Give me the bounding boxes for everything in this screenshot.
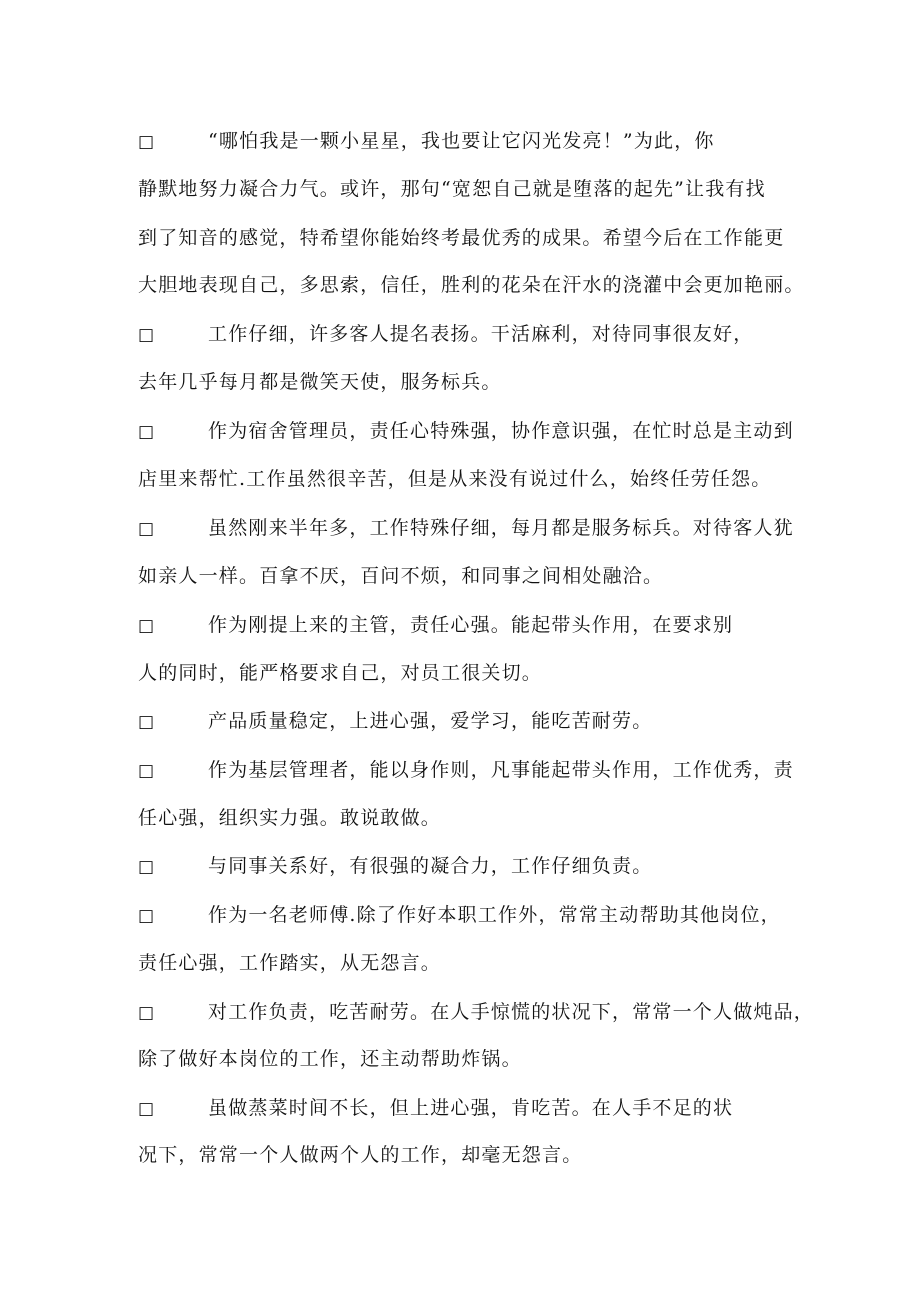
bullet-box-icon: □: [138, 712, 156, 732]
bullet-box-icon: □: [138, 325, 156, 345]
paragraph-3-text: 作为宿舍管理员，责任心特殊强，协作意识强，在忙时总是主动到: [208, 420, 794, 442]
paragraph-9-line-1: [138, 903, 798, 928]
paragraph-3-line-2: 店里来帮忙.工作虽然很辛苦，但是从来没有说过什么，始终任劳任怨。: [138, 468, 772, 490]
bullet-box-icon: □: [138, 519, 156, 539]
paragraph-1-line-3: 到了知音的感觉，特希望你能始终考最优秀的成果。希望今后在工作能更: [138, 227, 785, 249]
bullet-box-icon: □: [138, 761, 156, 781]
paragraph-5-line-1: [138, 613, 798, 638]
paragraph-8-text: 与同事关系好，有很强的凝合力，工作仔细负责。: [208, 855, 653, 877]
paragraph-11-line-1: [138, 1096, 798, 1121]
paragraph-7-line-1: [138, 758, 798, 783]
paragraph-4-line-1: [138, 516, 798, 541]
bullet-box-icon: □: [138, 1099, 156, 1119]
paragraph-1-line-4: 大胆地表现自己，多思索，信任，胜利的花朵在汗水的浇灌中会更加艳丽。: [138, 274, 805, 296]
paragraph-2-line-1: [138, 322, 798, 347]
paragraph-1-line-2: 静默地努力凝合力气。或许，那句“宽恕自己就是堕落的起先”让我有找: [138, 178, 766, 200]
paragraph-2-line-2: 去年几乎每月都是微笑天使，服务标兵。: [138, 371, 502, 393]
bullet-box-icon: □: [138, 857, 156, 877]
bullet-box-icon: □: [138, 422, 156, 442]
paragraph-5-line-2: 人的同时，能严格要求自己，对员工很关切。: [138, 662, 543, 684]
paragraph-6-text: 产品质量稳定，上进心强，爱学习，能吃苦耐劳。: [208, 710, 653, 732]
paragraph-11-text: 虽做蒸菜时间不长，但上进心强，肯吃苦。在人手不足的状: [208, 1097, 734, 1119]
paragraph-4-line-2: 如亲人一样。百拿不厌，百问不烦，和同事之间相处融洽。: [138, 565, 664, 587]
paragraph-4-text: 虽然刚来半年多，工作特殊仔细，每月都是服务标兵。对待客人犹: [208, 517, 794, 539]
paragraph-6-line-1: [138, 709, 798, 734]
paragraph-8-line-1: [138, 854, 798, 879]
paragraph-10-line-2: 除了做好本岗位的工作，还主动帮助炸锅。: [138, 1048, 522, 1070]
paragraph-10-line-1: [138, 1000, 815, 1025]
paragraph-7-line-2: 任心强，组织实力强。敢说敢做。: [138, 807, 442, 829]
paragraph-7-text: 作为基层管理者，能以身作则，凡事能起带头作用，工作优秀，责: [208, 759, 794, 781]
bullet-box-icon: □: [138, 132, 156, 152]
paragraph-10-text: 对工作负责，吃苦耐劳。在人手惊慌的状况下，常常一个人做炖品，: [208, 1001, 815, 1023]
bullet-box-icon: □: [138, 616, 156, 636]
paragraph-9-text: 作为一名老师傅.除了作好本职工作外，常常主动帮助其他岗位，: [208, 904, 781, 926]
paragraph-1-line-1: [138, 129, 798, 154]
paragraph-2-text: 工作仔细，许多客人提名表扬。干活麻利，对待同事很友好，: [208, 323, 754, 345]
paragraph-1-text: “哪怕我是一颗小星星，我也要让它闪光发亮！”为此，你: [208, 130, 715, 152]
paragraph-3-line-1: [138, 419, 798, 444]
paragraph-11-line-2: 况下，常常一个人做两个人的工作，却毫无怨言。: [138, 1144, 583, 1166]
bullet-box-icon: □: [138, 1003, 156, 1023]
paragraph-9-line-2: 责任心强，工作踏实，从无怨言。: [138, 952, 442, 974]
paragraph-5-text: 作为刚提上来的主管，责任心强。能起带头作用，在要求别: [208, 614, 734, 636]
bullet-box-icon: □: [138, 906, 156, 926]
